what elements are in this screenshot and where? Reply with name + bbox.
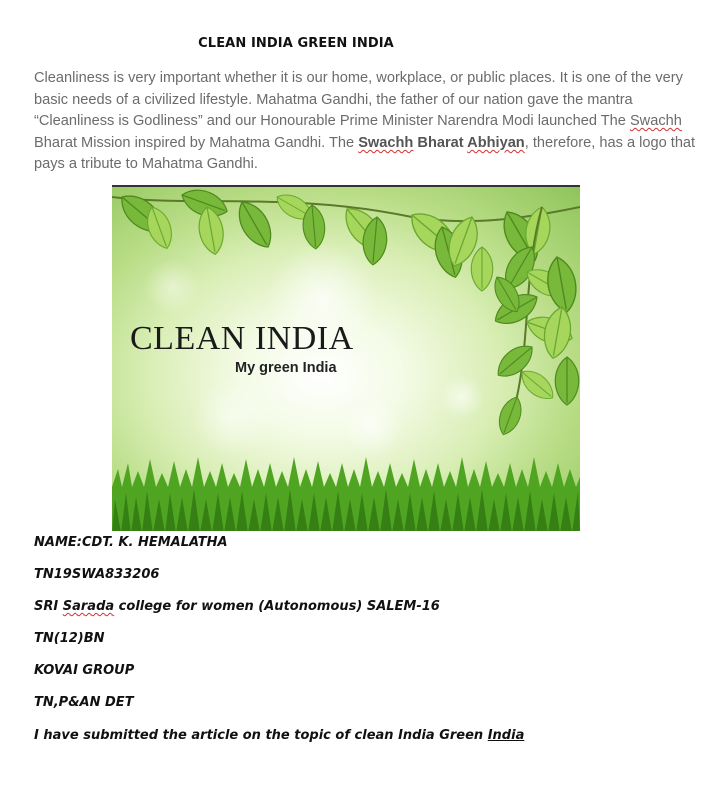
- bharat-word: Bharat: [413, 134, 468, 151]
- poster-headline: CLEAN INDIA: [130, 320, 354, 357]
- intro-text-1: Cleanliness is very important whether it is our home, workplace, or public places. It is one of the very basic needs of a civilized lifestyle. Mahatma Gandhi, the father of our nation gave the mantra “Cleanliness is Godliness” and our Honourable Prime Minister Narendra Modi launched The: [34, 70, 683, 130]
- poster-tagline: My green India: [235, 360, 337, 376]
- poster-artwork: [112, 187, 580, 531]
- clean-india-poster-image: [112, 185, 580, 531]
- document-title: CLEAN INDIA GREEN INDIA: [198, 36, 394, 51]
- cadet-name: NAME:CDT. K. HEMALATHA: [34, 535, 228, 550]
- college-name: [34, 599, 440, 614]
- battalion: TN(12)BN: [34, 631, 105, 646]
- swachh-bharat-abhiyan: [358, 135, 525, 151]
- statement-text: I have submitted the article on the topic of clean India Green: [34, 728, 488, 743]
- spellcheck-word-sarada: Sarada: [62, 599, 115, 614]
- grass-field: [112, 457, 580, 531]
- intro-text-3: , therefore, has a logo that pays a tribute to Mahatma Gandhi.: [34, 134, 696, 173]
- directorate: TN,P&AN DET: [34, 695, 134, 710]
- college-prefix: SRI: [34, 599, 63, 614]
- submission-statement: [34, 728, 524, 743]
- intro-text-2: Bharat Mission inspired by Mahatma Gandhi. The: [34, 134, 359, 151]
- spellcheck-word-swachh: Swachh: [629, 113, 682, 130]
- intro-paragraph: [34, 68, 704, 176]
- college-suffix: college for women (Autonomous) SALEM-16: [114, 599, 440, 614]
- registration-number: TN19SWA833206: [34, 567, 160, 582]
- group-name: KOVAI GROUP: [34, 663, 135, 678]
- spellcheck-word-swachh-bold: Swachh: [358, 134, 414, 151]
- statement-last-word: India: [487, 728, 525, 743]
- spellcheck-word-abhiyan: Abhiyan: [467, 134, 525, 151]
